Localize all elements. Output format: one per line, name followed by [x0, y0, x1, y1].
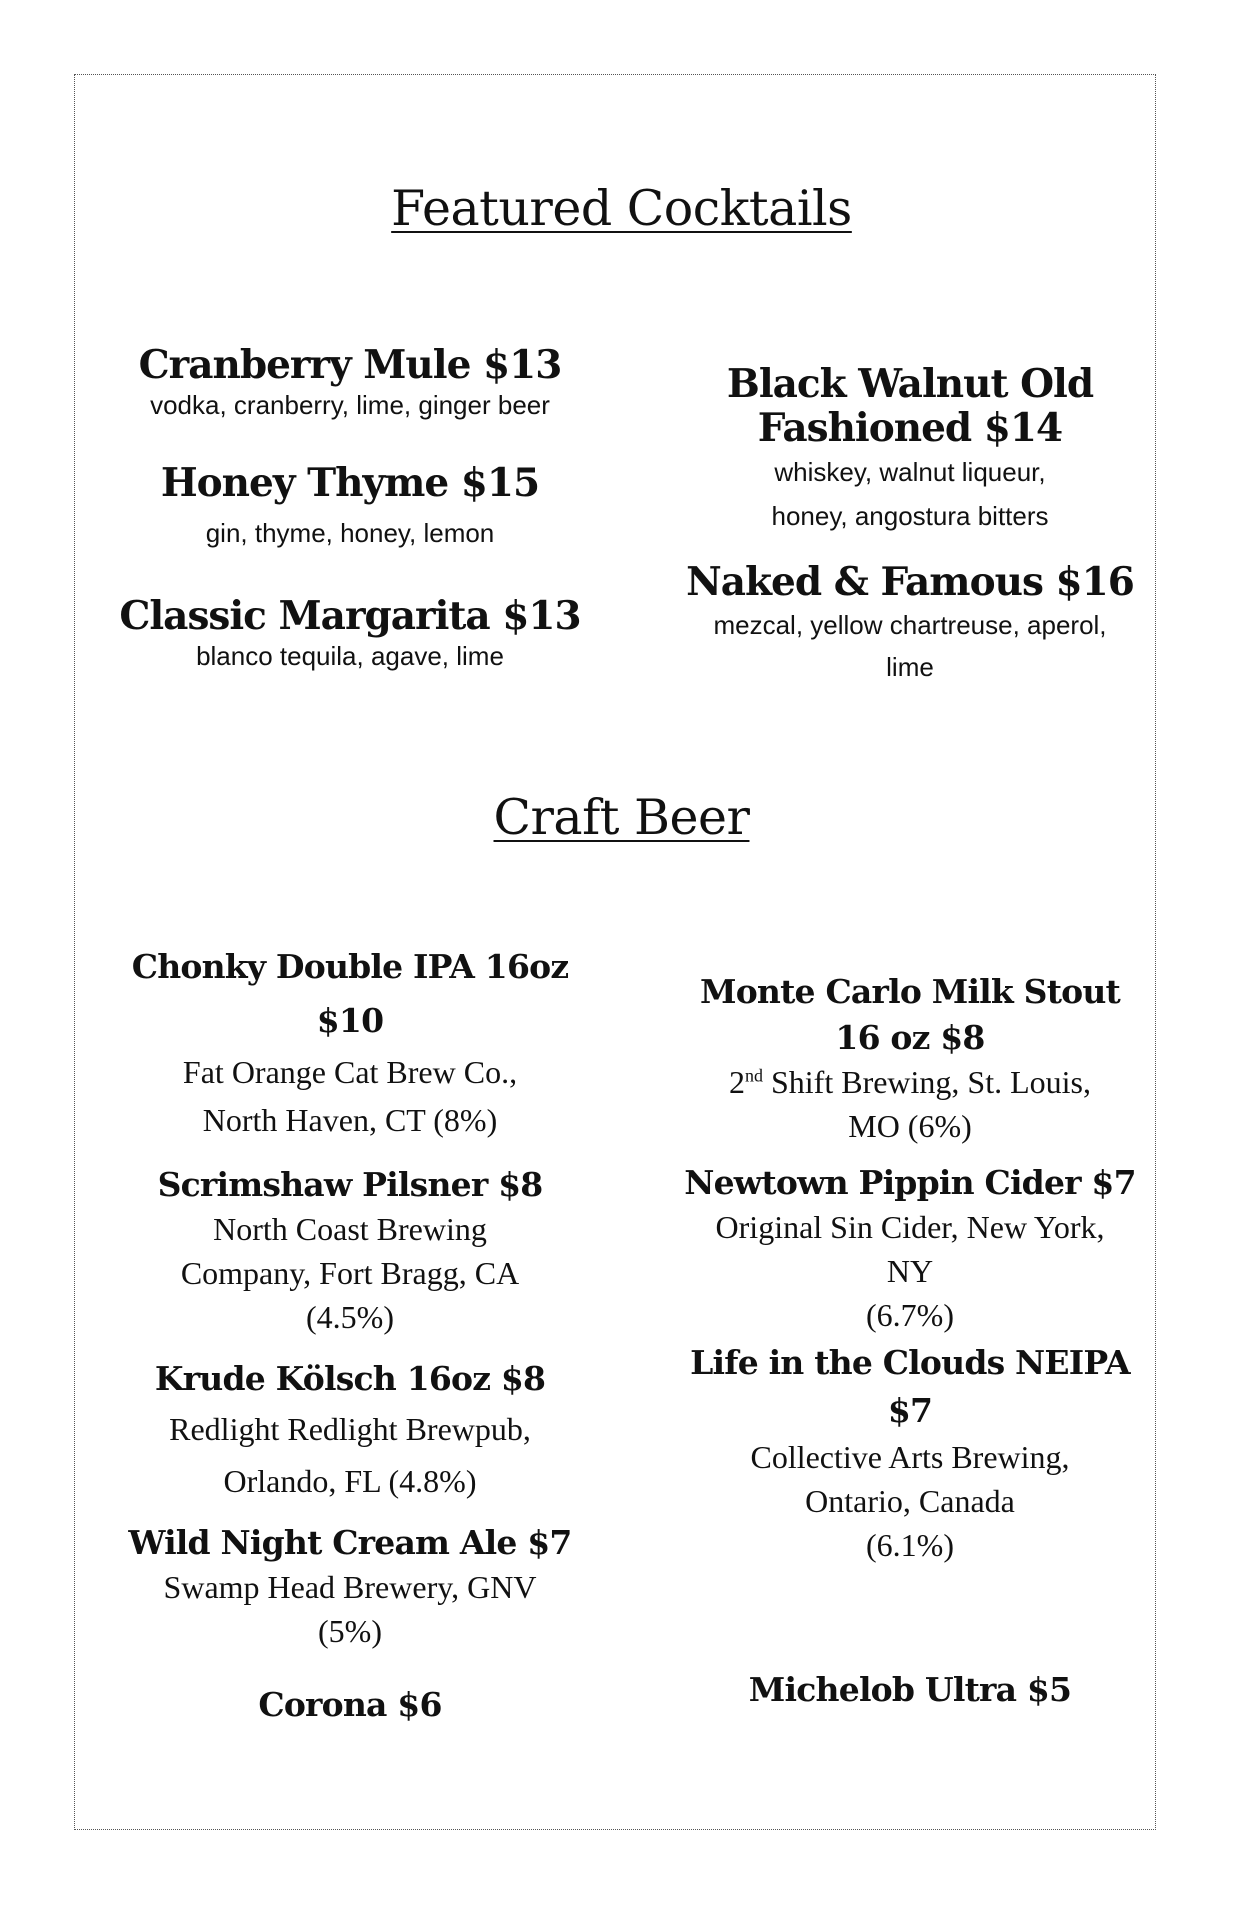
cocktail-desc-line: mezcal, yellow chartreuse, aperol, — [713, 610, 1107, 640]
cocktail-name-line: Fashioned $14 — [757, 405, 1063, 451]
beer-name: Scrimshaw Pilsner $8 — [157, 1165, 543, 1204]
beer-desc-line: North Haven, CT (8%) — [202, 1102, 498, 1138]
beer-desc-line: Collective Arts Brewing, — [750, 1439, 1070, 1475]
ordinal-number: 2 — [728, 1064, 745, 1100]
cocktail-black-walnut-old-fashioned — [665, 362, 1155, 538]
cocktail-name: Honey Thyme $15 — [160, 460, 540, 506]
cocktail-desc: blanco tequila, agave, lime — [196, 641, 504, 671]
beer-name-line: Monte Carlo Milk Stout — [699, 972, 1120, 1011]
beer-desc-line — [665, 1060, 1155, 1104]
beer-chonky-double-ipa — [112, 940, 588, 1144]
beer-desc-line: Redlight Redlight Brewpub, — [169, 1411, 531, 1447]
beer-desc-line: Orlando, FL (4.8%) — [223, 1463, 477, 1499]
beer-name-line: 16 oz $8 — [835, 1018, 985, 1057]
cocktail-naked-famous — [665, 560, 1155, 688]
cocktails-heading: Featured Cocktails — [391, 180, 852, 237]
beer-heading: Craft Beer — [493, 789, 750, 846]
beer-desc-line: NY — [886, 1253, 934, 1289]
beer-krude-kolsch — [112, 1355, 588, 1507]
beer-name-line: $10 — [316, 1001, 384, 1040]
beer-desc-line: Ontario, Canada — [805, 1483, 1015, 1519]
beer-name: Krude Kölsch 16oz $8 — [154, 1359, 546, 1398]
cocktail-honey-thyme — [112, 461, 588, 561]
cocktail-desc: vodka, cranberry, lime, ginger beer — [150, 390, 550, 420]
beer-name: Corona $6 — [258, 1685, 442, 1724]
cocktail-desc-line: lime — [886, 652, 934, 682]
beer-name: Michelob Ultra $5 — [748, 1670, 1072, 1709]
cocktail-desc-line: honey, angostura bitters — [771, 501, 1049, 531]
beer-scrimshaw-pilsner — [112, 1163, 588, 1339]
beer-name: Wild Night Cream Ale $7 — [128, 1523, 572, 1562]
cocktail-name: Classic Margarita $13 — [119, 593, 581, 639]
beer-name: Newtown Pippin Cider $7 — [684, 1163, 1136, 1202]
cocktail-name-line: Black Walnut Old — [726, 361, 1094, 407]
cocktail-desc: gin, thyme, honey, lemon — [205, 518, 495, 548]
beer-name-line: Life in the Clouds NEIPA — [690, 1343, 1130, 1382]
beer-desc-line: (6.1%) — [866, 1527, 954, 1563]
beer-desc-line: (4.5%) — [306, 1299, 394, 1335]
beer-desc-line: (6.7%) — [866, 1297, 954, 1333]
beer-desc-line: Fat Orange Cat Brew Co., — [182, 1054, 518, 1090]
beer-desc-line: (5%) — [318, 1613, 382, 1649]
beer-desc-line: MO (6%) — [848, 1108, 972, 1144]
beer-michelob-ultra — [665, 1666, 1155, 1714]
cocktail-desc-line: whiskey, walnut liqueur, — [774, 457, 1046, 487]
beer-name-line: $7 — [887, 1391, 933, 1430]
cocktail-cranberry-mule — [112, 343, 588, 423]
desc-text: Shift Brewing, St. Louis, — [762, 1064, 1091, 1100]
cocktail-classic-margarita — [112, 594, 588, 674]
beer-newtown-pippin-cider — [665, 1161, 1155, 1337]
ordinal-suffix: nd — [744, 1065, 763, 1086]
cocktail-name: Cranberry Mule $13 — [138, 342, 562, 388]
beer-desc-line: Swamp Head Brewery, GNV — [163, 1569, 537, 1605]
beer-wild-night-cream-ale — [112, 1521, 588, 1653]
beer-desc-line: Company, Fort Bragg, CA — [180, 1255, 520, 1291]
beer-corona — [112, 1681, 588, 1729]
cocktail-name: Naked & Famous $16 — [686, 559, 1134, 605]
beer-desc-line: Original Sin Cider, New York, — [715, 1209, 1105, 1245]
beer-desc-line: North Coast Brewing — [213, 1211, 487, 1247]
beer-monte-carlo-milk-stout — [665, 968, 1155, 1148]
beer-life-in-the-clouds-neipa — [665, 1339, 1155, 1567]
beer-name-line: Chonky Double IPA 16oz — [131, 947, 569, 986]
